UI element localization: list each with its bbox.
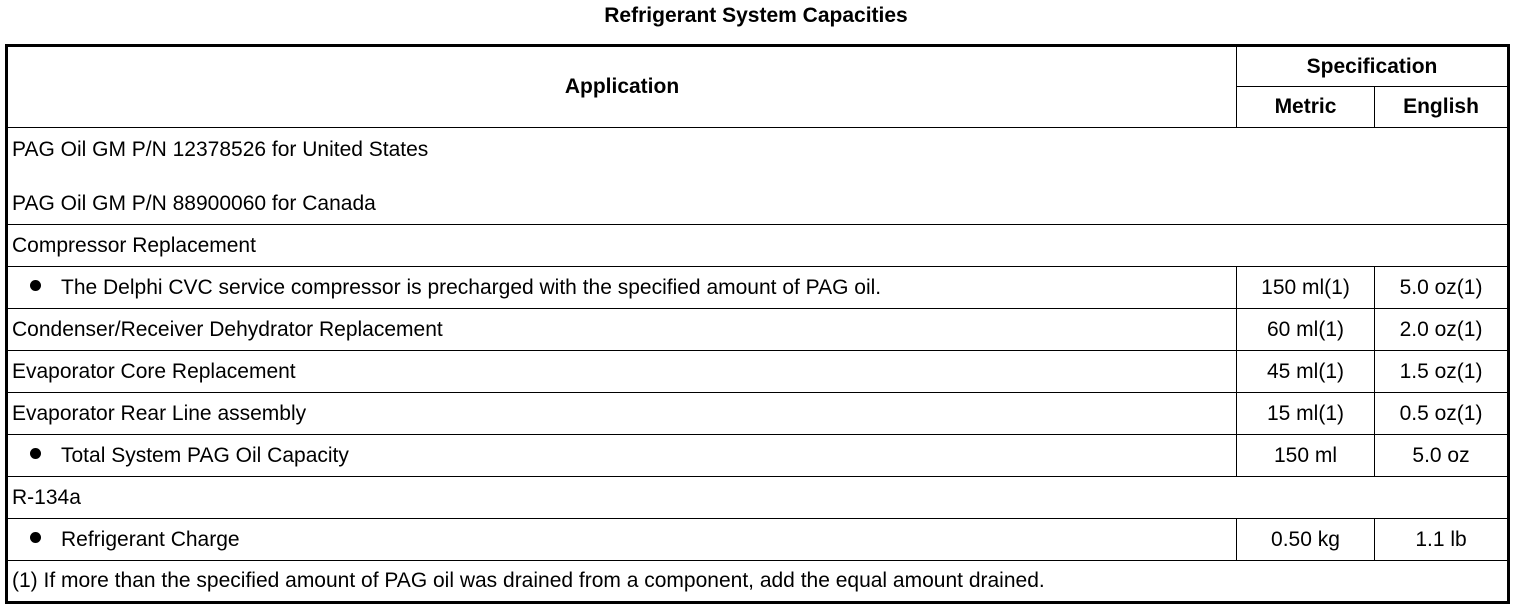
- table-row: [7, 309, 1509, 351]
- row-label: Evaporator Rear Line assembly: [7, 393, 1237, 435]
- table-row: [7, 519, 1509, 561]
- bullet-icon: [30, 532, 41, 543]
- metric-value: 15 ml(1): [1237, 393, 1375, 435]
- table-row: [7, 351, 1509, 393]
- row-label-cell: [7, 435, 1237, 477]
- row-label: Condenser/Receiver Dehydrator Replacement: [7, 309, 1237, 351]
- metric-value: 0.50 kg: [1237, 519, 1375, 561]
- capacities-table: [5, 44, 1510, 604]
- english-value: 1.5 oz(1): [1375, 351, 1509, 393]
- row-label: Refrigerant Charge: [61, 527, 240, 551]
- metric-value: 150 ml: [1237, 435, 1375, 477]
- row-label: Compressor Replacement: [7, 225, 1509, 267]
- page-title: Refrigerant System Capacities: [604, 4, 908, 27]
- english-value: 5.0 oz(1): [1375, 267, 1509, 309]
- row-label: Evaporator Core Replacement: [7, 351, 1237, 393]
- table-row: [7, 393, 1509, 435]
- footnote: (1) If more than the specified amount of PAG oil was drained from a component, add the equal amount drained.: [7, 561, 1509, 603]
- bullet-icon: [30, 280, 41, 291]
- table-row: [7, 267, 1509, 309]
- table-row: [7, 435, 1509, 477]
- table-row: [7, 225, 1509, 267]
- application-header: Application: [7, 46, 1237, 128]
- table-row: [7, 561, 1509, 603]
- header-row-1: [7, 46, 1509, 87]
- table-row: [7, 477, 1509, 519]
- row-label-cell: [7, 519, 1237, 561]
- english-value: 0.5 oz(1): [1375, 393, 1509, 435]
- pag-oil-canada: PAG Oil GM P/N 88900060 for Canada: [12, 191, 376, 215]
- row-label-cell: [7, 267, 1237, 309]
- row-label: The Delphi CVC service compressor is precharged with the specified amount of PAG oil.: [61, 275, 882, 299]
- row-label: R-134a: [7, 477, 1509, 519]
- pag-oil-us: PAG Oil GM P/N 12378526 for United States: [12, 137, 429, 161]
- metric-value: 60 ml(1): [1237, 309, 1375, 351]
- english-value: 1.1 lb: [1375, 519, 1509, 561]
- specification-header: Specification: [1237, 46, 1509, 87]
- metric-value: 150 ml(1): [1237, 267, 1375, 309]
- bullet-icon: [30, 448, 41, 459]
- metric-header: Metric: [1237, 87, 1375, 128]
- metric-value: 45 ml(1): [1237, 351, 1375, 393]
- row-label: Total System PAG Oil Capacity: [61, 443, 349, 467]
- english-value: 2.0 oz(1): [1375, 309, 1509, 351]
- english-header: English: [1375, 87, 1509, 128]
- english-value: 5.0 oz: [1375, 435, 1509, 477]
- pag-oil-cell: [7, 128, 1509, 225]
- table-row: [7, 128, 1509, 225]
